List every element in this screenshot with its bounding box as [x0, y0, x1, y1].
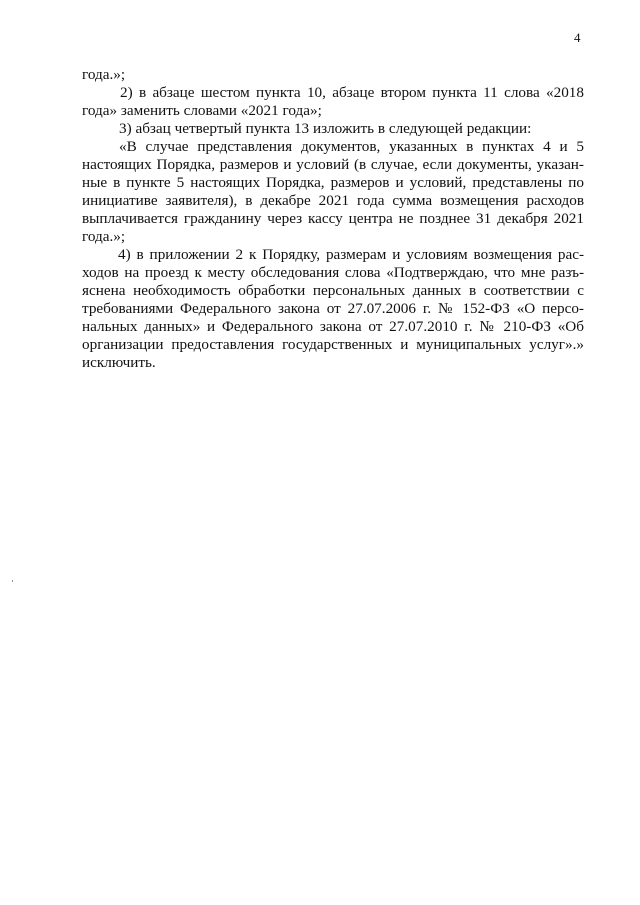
- text-line: ходов на проезд к месту обследования слова «Подтверждаю, что мне разъ-: [82, 264, 584, 281]
- text-line: года.»;: [82, 228, 126, 245]
- text-line: яснена необходимость обработки персональных данных в соответствии с: [82, 282, 584, 299]
- text-line: настоящих Порядка, размеров и условий (в случае, если документы, указан-: [82, 156, 584, 173]
- item-2-line: 2) в абзаце шестом пункта 10, абзаце втором пункта 11 слова «2018: [120, 84, 584, 101]
- text-line: организации предоставления государственных и муниципальных услуг».»: [82, 336, 584, 353]
- scan-speck: [12, 580, 13, 582]
- text-line: исключить.: [82, 354, 156, 371]
- text-line: нальных данных» и Федерального закона от 27.07.2010 г. № 210-ФЗ «Об: [82, 318, 584, 335]
- page-number: 4: [574, 30, 581, 45]
- text-line: инициативе заявителя), в декабре 2021 года сумма возмещения расходов: [82, 192, 584, 209]
- text-line: ные в пункте 5 настоящих Порядка, размеров и условий, представлены по: [82, 174, 584, 191]
- text-line: года.»;: [82, 66, 126, 83]
- item-3-line: 3) абзац четвертый пункта 13 изложить в следующей редакции:: [119, 120, 532, 137]
- item-4-line: 4) в приложении 2 к Порядку, размерам и условиям возмещения рас-: [118, 246, 584, 263]
- text-line: требованиями Федерального закона от 27.07.2006 г. № 152-ФЗ «О персо-: [82, 300, 584, 317]
- quoted-paragraph-line: «В случае представления документов, указанных в пунктах 4 и 5: [119, 138, 584, 155]
- text-line: выплачивается гражданину через кассу центра не позднее 31 декабря 2021: [82, 210, 584, 227]
- text-line: года» заменить словами «2021 года»;: [82, 102, 322, 119]
- document-body: [82, 66, 584, 372]
